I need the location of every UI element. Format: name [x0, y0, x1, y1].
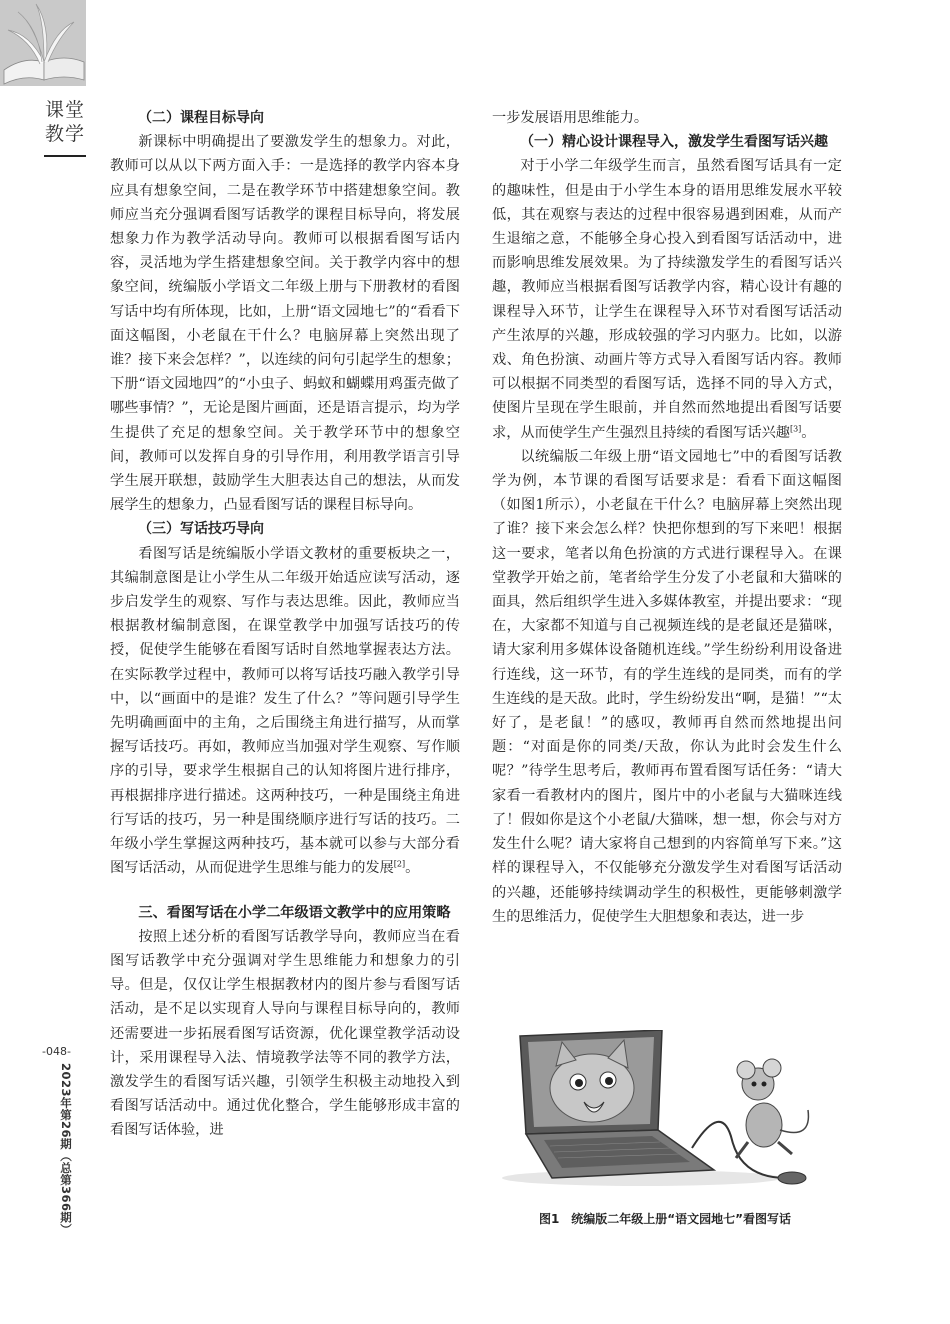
subheading: （三）写话技巧导向: [138, 521, 264, 538]
figure-caption: 图1 统编版二年级上册“语文园地七”看图写话: [538, 1212, 792, 1226]
paragraph-text: 对于小学二年级学生而言，虽然看图写话具有一定的趣味性，但是由于小学生本身的语用思维发展水平较低，其在观察与表达的过程中很容易遇到困难，从而产生退缩之意，不能够全身心投入到看图写话活动中，进而影响思维发展效果。为了持续激发学生的看图写话兴趣，教师应当根据看图写话教学内容，精心设计有趣的课程导入环节，让学生在课程导入环节对看图写话活动产生浓厚的兴趣，形成较强的学习内驱力。比如，以游戏、角色扮演、动画片等方式导入看图写话内容。教师可以根据不同类型的看图写话，选择不同的导入方式，使图片呈现在学生眼前，并自然而然地提出看图写话要求，从而使学生产生强烈且持续的看图写话兴趣: [492, 158, 842, 441]
paragraph: 按照上述分析的看图写话教学导向，教师应当在看图写话教学中充分强调对学生思维能力和想象力的引导。但是，仅仅让学生根据教材内的图片参与看图写话活动，是不足以实现育人导向与课程目标导向的，教师还需要进一步拓展看图写话资源，优化课堂教学活动设计，采用课程导入法、情境教学法等不同的教学方法，激发学生的看图写话兴趣，引领学生积极主动地投入到看图写话活动中。通过优化整合，学生能够形成丰富的看图写话体验，进: [110, 928, 460, 1139]
section-heading: 三、看图写话在小学二年级语文教学中的应用策略: [138, 904, 451, 921]
paragraph-tail: 。: [405, 860, 420, 877]
paragraph: [110, 542, 460, 881]
section-divider: [44, 155, 86, 157]
right-column: [492, 106, 842, 929]
citation-ref: [3]: [789, 423, 802, 433]
section-tag: 课堂 教学: [44, 99, 85, 145]
figure-image: [492, 1030, 838, 1190]
paragraph-tail: 。: [801, 424, 816, 441]
paragraph-text: 看图写话是统编版小学语文教材的重要板块之一，其编制意图是让小学生从二年级开始适应读写活动，逐步启发学生的观察、写作与表达思维。因此，教师应当根据教材编制意图，在课堂教学中加强写话技巧的传授，促使学生能够在看图写话时自然地掌握表达方法。在实际教学过程中，教师可以将写话技巧融入教学引导中，以“画面中的是谁？发生了什么？”等问题引导学生先明确画面中的主角，之后围绕主角进行描写，从而掌握写话技巧。再如，教师应当加强对学生观察、写作顺序的引导，要求学生根据自己的认知将图片进行排序，再根据排序进行描述。这两种技巧，一种是围绕主角进行写话的技巧，另一种是围绕顺序进行写话的技巧。二年级小学生掌握这两种技巧，基本就可以参与大部分看图写话活动，从而促进学生思维与能力的发展: [110, 545, 460, 877]
paragraph-continuation: 一步发展语用思维能力。: [492, 110, 649, 126]
left-column: [110, 106, 460, 1143]
open-book-icon: [0, 0, 86, 86]
citation-ref: [2]: [393, 859, 406, 869]
book-logo-image: [0, 0, 86, 86]
subheading: （二）课程目标导向: [138, 110, 264, 126]
paragraph: 新课标中明确提出了要激发学生的想象力。对此，教师可以从以下两方面入手：一是选择的教学内容本身应具有想象空间，二是在教学环节中搭建想象空间。教师应当充分强调看图写话教学的课程目标导向，将发展想象力作为教学活动导向。教师可以根据看图写话内容，灵活地为学生搭建想象空间。关于教学内容中的想象空间，统编版小学语文二年级上册与下册教材的看图写话中均有所体现，比如，上册“语文园地七”的“看看下面这幅图，小老鼠在干什么？电脑屏幕上突然出现了谁？接下来会怎样？”，以连续的问句引起学生的想象；下册“语文园地四”的“小虫子、蚂蚁和蝴蝶用鸡蛋壳做了哪些事情？”，无论是图片画面，还是语言提示，均为学生提供了充足的想象空间。关于教学环节中的想象空间，教师可以发挥自身的引导作用，利用教学语言引导学生展开联想，鼓励学生大胆表达自己的想法，从而发展学生的想象力，凸显看图写话的课程目标导向。: [110, 134, 460, 514]
page-number: -048-: [42, 1045, 71, 1058]
issue-info: 2023年第26期（总第366期）: [59, 1063, 73, 1236]
paragraph: 以统编版二年级上册“语文园地七”中的看图写话教学为例，本节课的看图写话要求是：看看下面这幅图（如图1所示），小老鼠在干什么？电脑屏幕上突然出现了谁？接下来会怎么样？快把你想到的写下来吧！根据这一要求，笔者以角色扮演的方式进行课程导入。在课堂教学开始之前，笔者给学生分发了小老鼠和大猫咪的面具，然后组织学生进入多媒体教室，并提出要求：“现在，大家都不知道与自己视频连线的是老鼠还是猫咪，请大家利用多媒体设备随机连线。”学生纷纷利用设备进行连线，这一环节，有的学生连线的是同类，而有的学生连线的是天敌。此时，学生纷纷发出“啊，是猫！”“太好了，是老鼠！”的感叹，教师再自然而然地提出问题：“对面是你的同类/天敌，你认为此时会发生什么呢？”待学生思考后，教师再布置看图写话任务：“请大家看一看教材内的图片，图片中的小老鼠与大猫咪连线了！假如你是这个小老鼠/大猫咪，想一想，你会与对方发生什么呢？请大家将自己想到的内容简单写下来。”这样的课程导入，不仅能够充分激发学生对看图写话活动的兴趣，还能够持续调动学生的积极性，更能够刺激学生的思维活力，促使学生大胆想象和表达，进一步: [492, 448, 842, 925]
paragraph: [492, 154, 842, 444]
subheading: （一）精心设计课程导入，激发学生看图写话兴趣: [520, 134, 828, 151]
sidebar: [0, 0, 90, 1324]
laptop-cat-mouse-illustration: [492, 1030, 838, 1190]
